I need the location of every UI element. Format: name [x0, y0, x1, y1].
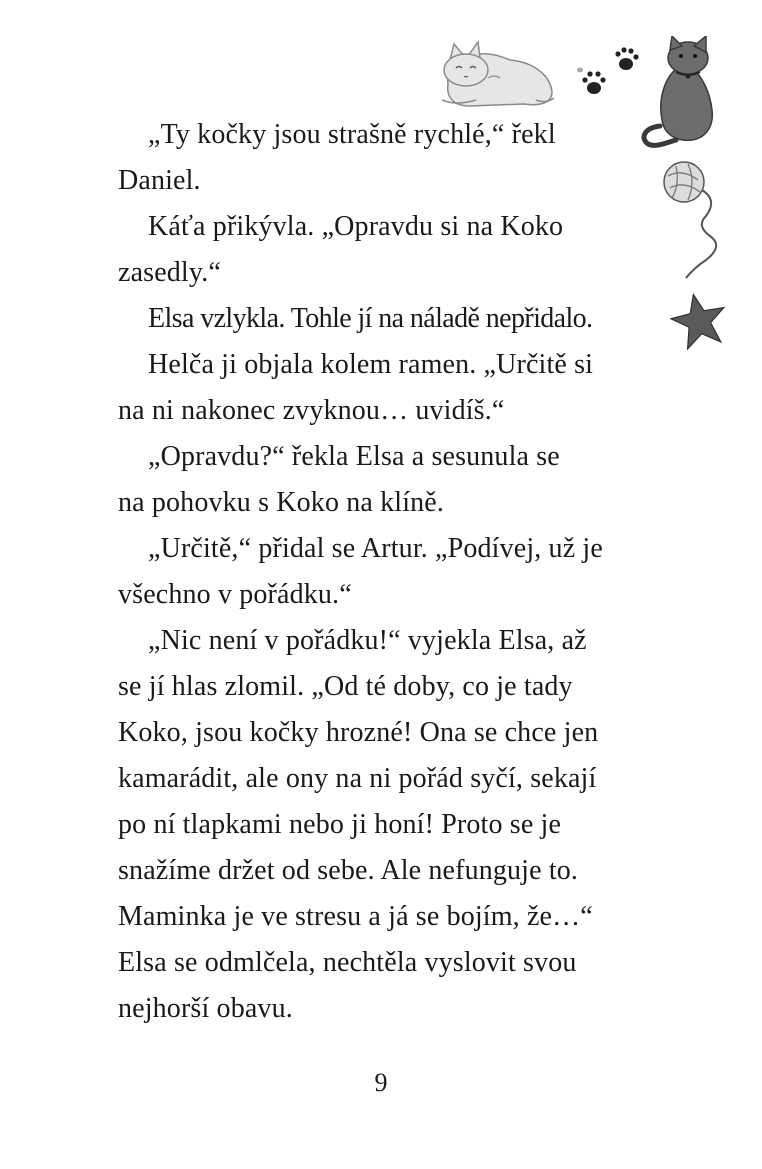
- sitting-cat-icon: [636, 36, 728, 148]
- text-line: „Opravdu?“ řekla Elsa a sesunula se: [148, 441, 560, 472]
- text-line: snažíme držet od sebe. Ale nefunguje to.: [118, 855, 579, 886]
- text-line: všechno v pořádku.“: [118, 579, 352, 610]
- text-line: na ni nakonec zvyknou… uvidíš.“: [118, 395, 505, 426]
- page-number: 9: [374, 1068, 388, 1097]
- text-line: Elsa vzlykla. Tohle jí na náladě nepřidalo.: [148, 303, 593, 334]
- text-line: Maminka je ve stresu a já se bojím, že…“: [118, 901, 593, 932]
- text-line: na pohovku s Koko na klíně.: [118, 487, 445, 518]
- paw-prints-icon: [574, 40, 640, 100]
- text-line: zasedly.“: [118, 257, 221, 288]
- yarn-ball-icon: [662, 160, 732, 286]
- text-line: „Nic není v pořádku!“ vyjekla Elsa, až: [148, 625, 587, 656]
- text-line: „Určitě,“ přidal se Artur. „Podívej, už je: [148, 533, 603, 564]
- text-line: nejhorší obavu.: [118, 993, 293, 1024]
- text-line: Koko, jsou kočky hrozné! Ona se chce jen: [118, 717, 599, 748]
- text-line: kamarádit, ale ony na ni pořád syčí, sekají: [118, 763, 597, 794]
- text-line: se jí hlas zlomil. „Od té doby, co je tady: [118, 671, 573, 702]
- text-line: Káťa přikývla. „Opravdu si na Koko: [148, 211, 564, 242]
- star-icon: [670, 292, 728, 350]
- text-line: Daniel.: [118, 165, 201, 196]
- lying-cat-icon: [440, 40, 558, 110]
- text-line: „Ty kočky jsou strašně rychlé,“ řekl: [148, 119, 556, 150]
- text-line: Helča ji objala kolem ramen. „Určitě si: [148, 349, 594, 380]
- text-line: Elsa se odmlčela, nechtěla vyslovit svou: [118, 947, 577, 978]
- text-line: po ní tlapkami nebo ji honí! Proto se je: [118, 809, 562, 840]
